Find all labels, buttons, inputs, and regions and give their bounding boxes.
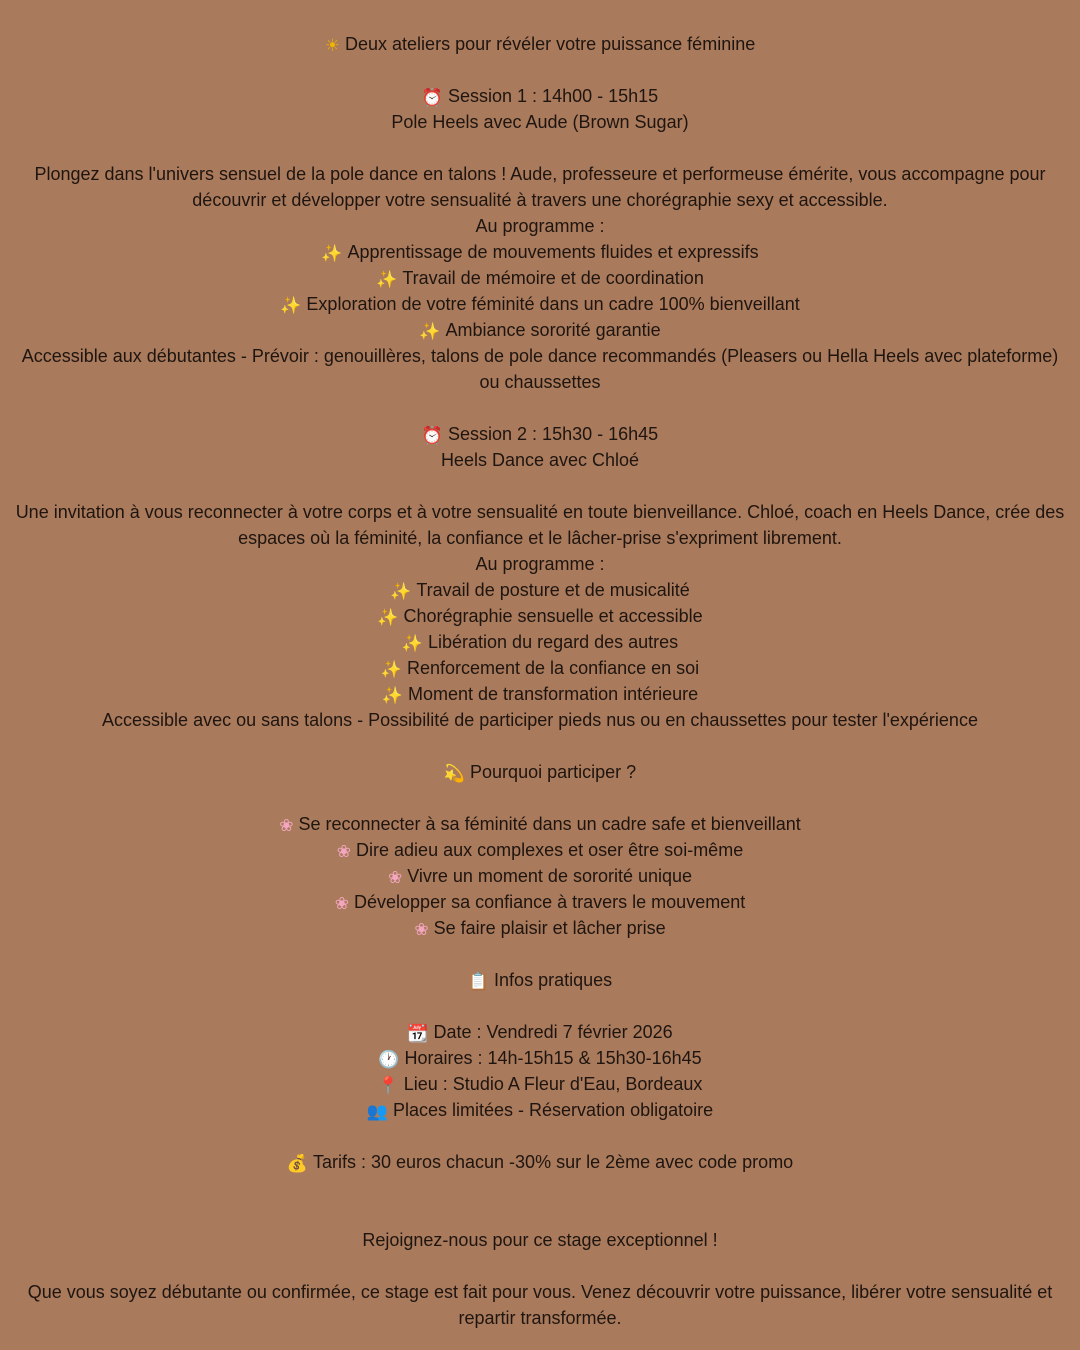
why-title-text: Pourquoi participer ? bbox=[470, 762, 637, 782]
info-seats-text: Places limitées - Réservation obligatoire bbox=[393, 1100, 714, 1120]
session2-title-text: Session 2 : 15h30 - 16h45 bbox=[448, 424, 659, 444]
session2-item bbox=[10, 629, 1070, 655]
session1-note: Accessible aux débutantes - Prévoir : genouillères, talons de pole dance recommandés (Pleasers ou Hella Heels avec plateforme) ou chaussettes bbox=[21, 346, 1059, 392]
calendar-icon: 📆 bbox=[407, 1024, 429, 1043]
spacer bbox=[10, 993, 1070, 1019]
clock-icon: 🕐 bbox=[378, 1050, 400, 1069]
session2-title bbox=[10, 421, 1070, 447]
join-text: Rejoignez-nous pour ce stage exceptionnel ! bbox=[362, 1230, 718, 1250]
session1-program-label: Au programme : bbox=[475, 216, 605, 236]
why-title bbox=[10, 759, 1070, 785]
why-item bbox=[10, 837, 1070, 863]
session1-title-text: Session 1 : 14h00 - 15h15 bbox=[448, 86, 659, 106]
session2-item-text: Chorégraphie sensuelle et accessible bbox=[403, 606, 703, 626]
session2-item-text: Moment de transformation intérieure bbox=[408, 684, 699, 704]
session1-item bbox=[10, 291, 1070, 317]
session2-item bbox=[10, 681, 1070, 707]
spacer bbox=[10, 1123, 1070, 1149]
session2-program-label: Au programme : bbox=[475, 554, 605, 574]
why-item bbox=[10, 915, 1070, 941]
session2-item bbox=[10, 603, 1070, 629]
sparkles-icon: ✨ bbox=[321, 244, 343, 263]
session1-item bbox=[10, 239, 1070, 265]
spacer bbox=[10, 1253, 1070, 1279]
sparkles-icon: ✨ bbox=[380, 660, 402, 679]
cherry-blossom-icon: ❀ bbox=[387, 868, 403, 887]
session1-item bbox=[10, 265, 1070, 291]
sparkles-icon: ✨ bbox=[401, 634, 423, 653]
alarm-clock-icon: ⏰ bbox=[421, 88, 443, 107]
info-hours-text: Horaires : 14h-15h15 & 15h30-16h45 bbox=[404, 1048, 702, 1068]
cherry-blossom-icon: ❀ bbox=[414, 920, 429, 939]
cherry-blossom-icon: ❀ bbox=[279, 816, 294, 835]
why-item-text: Développer sa confiance à travers le mouvement bbox=[354, 892, 746, 912]
session2-item-text: Libération du regard des autres bbox=[428, 632, 679, 652]
sparkles-icon: ✨ bbox=[376, 270, 398, 289]
session1-description: Plongez dans l'univers sensuel de la pole dance en talons ! Aude, professeure et performeuse émérite, vous accompagne pour découvrir et développer votre sensualité à travers une chorégraphie sexy et accessible. bbox=[34, 164, 1046, 210]
session1-item-text: Exploration de votre féminité dans un cadre 100% bienveillant bbox=[306, 294, 800, 314]
spacer bbox=[10, 57, 1070, 83]
intro-text: Deux ateliers pour révéler votre puissance féminine bbox=[345, 34, 756, 54]
spacer bbox=[10, 473, 1070, 499]
info-place-text: Lieu : Studio A Fleur d'Eau, Bordeaux bbox=[403, 1074, 703, 1094]
why-item bbox=[10, 811, 1070, 837]
sparkles-icon: ✨ bbox=[419, 322, 441, 341]
spacer bbox=[10, 941, 1070, 967]
people-icon: 👥 bbox=[366, 1102, 388, 1121]
session2-subtitle: Heels Dance avec Chloé bbox=[440, 450, 640, 470]
session2-description: Une invitation à vous reconnecter à votre corps et à votre sensualité en toute bienveillance. Chloé, coach en Heels Dance, crée des espaces où la féminité, la confiance et le lâcher-prise s'expriment librement. bbox=[15, 502, 1065, 548]
sparkles-icon: ✨ bbox=[381, 686, 404, 705]
session1-item bbox=[10, 317, 1070, 343]
info-date bbox=[10, 1019, 1070, 1045]
clipboard-icon: 📋 bbox=[467, 972, 490, 991]
intro-line bbox=[10, 31, 1070, 57]
pushpin-icon: 📍 bbox=[377, 1076, 399, 1095]
sun-icon: ☀ bbox=[324, 36, 341, 55]
info-price bbox=[10, 1149, 1070, 1175]
why-item-text: Se reconnecter à sa féminité dans un cadre safe et bienveillant bbox=[298, 814, 801, 834]
info-date-text: Date : Vendredi 7 février 2026 bbox=[433, 1022, 673, 1042]
sparkles-icon: ✨ bbox=[390, 582, 412, 601]
spacer bbox=[10, 395, 1070, 421]
info-seats bbox=[10, 1097, 1070, 1123]
info-hours bbox=[10, 1045, 1070, 1071]
why-item bbox=[10, 889, 1070, 915]
info-place bbox=[10, 1071, 1070, 1097]
infos-title-text: Infos pratiques bbox=[494, 970, 613, 990]
spacer bbox=[10, 733, 1070, 759]
session2-note: Accessible avec ou sans talons - Possibilité de participer pieds nus ou en chaussettes pour tester l'expérience bbox=[102, 710, 978, 730]
why-item-text: Se faire plaisir et lâcher prise bbox=[433, 918, 666, 938]
closing-text: Que vous soyez débutante ou confirmée, ce stage est fait pour vous. Venez découvrir votre puissance, libérer votre sensualité et repartir transformée. bbox=[27, 1282, 1053, 1328]
spacer bbox=[10, 785, 1070, 811]
money-bag-icon: 💰 bbox=[286, 1154, 308, 1173]
why-item-text: Vivre un moment de sororité unique bbox=[407, 866, 693, 886]
spacer bbox=[10, 135, 1070, 161]
infos-title bbox=[10, 967, 1070, 993]
dizzy-icon: 💫 bbox=[443, 764, 466, 783]
info-price-text: Tarifs : 30 euros chacun -30% sur le 2ème avec code promo bbox=[312, 1152, 794, 1172]
why-item-text: Dire adieu aux complexes et oser être soi-même bbox=[356, 840, 744, 860]
why-item bbox=[10, 863, 1070, 889]
session1-title bbox=[10, 83, 1070, 109]
session2-item bbox=[10, 577, 1070, 603]
sparkles-icon: ✨ bbox=[280, 296, 302, 315]
session2-item-text: Travail de posture et de musicalité bbox=[416, 580, 690, 600]
cherry-blossom-icon: ❀ bbox=[336, 842, 352, 861]
spacer bbox=[10, 1175, 1070, 1227]
session1-subtitle: Pole Heels avec Aude (Brown Sugar) bbox=[391, 112, 689, 132]
session1-item-text: Apprentissage de mouvements fluides et expressifs bbox=[347, 242, 759, 262]
alarm-clock-icon: ⏰ bbox=[421, 426, 443, 445]
cherry-blossom-icon: ❀ bbox=[334, 894, 350, 913]
session2-item-text: Renforcement de la confiance en soi bbox=[406, 658, 700, 678]
sparkles-icon: ✨ bbox=[377, 608, 399, 627]
session1-item-text: Travail de mémoire et de coordination bbox=[402, 268, 704, 288]
session1-item-text: Ambiance sororité garantie bbox=[445, 320, 661, 340]
session2-item bbox=[10, 655, 1070, 681]
